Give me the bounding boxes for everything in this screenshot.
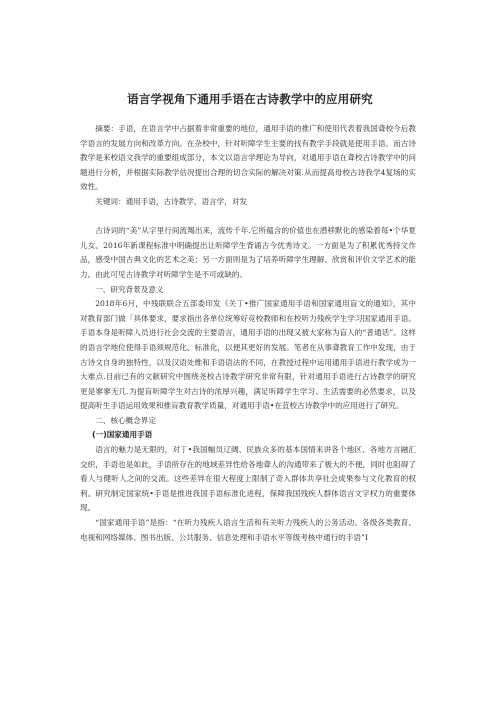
document-body: [80, 122, 416, 545]
intro-paragraph: 古诗词的“美”从字里行间流羯出来，流传千年.它所蕴含的价值也在潜移默化的感染着每•个华夏儿女。2016年新课程标准中明确提出让听障学生背诵古今优秀诗文。一方面是为了积累优秀持文作品，感受中国古典文化的艺术之美；另一方面则是为了培养听障学生理解、欣赏和评价文学艺术的能力。由此可见古诗教学对听障学生是不可或缺的。: [80, 226, 416, 279]
section1-heading: 一、研究背景及意义: [95, 284, 164, 294]
document-title: 语言学视角下通用手语在古诗教学中的应用研究: [127, 92, 373, 106]
abstract-label: 摘要：: [95, 124, 119, 133]
section2-paragraph-2: “国家通用手语”是指：“在听力残疾人语言生活和有关听力残疾人的公务活动、各级各类教育、电视和网络媒体、图书出版、公共服务、信息处理和手语水平等级考核中通行的手语”I: [80, 518, 416, 542]
abstract-paragraph: [80, 122, 416, 195]
keywords-label: 关键词：: [95, 196, 126, 206]
section2-heading: 二、核心概念界定: [95, 415, 156, 425]
abstract-text: 手语，在语言学中占据着非常重要的地位，通用手语的推广和使用代表着我国聋校今后教学语言的发展方向和改革方向。在杂校中，针对听障学生主要的找有教学手段就是使用手语。而古诗教学是来校语文我学的重要组成部分，本文以语言学理论为导向，对通用手语在聋校古诗教学中的问题进行分析，并根据实际教学估况提出合理的切合实际的解决对策.从而提高母校古诗我学4复场的实效性。: [80, 124, 416, 192]
section2-paragraph-1: 语言的魅力是无限的，对丁•我国幅员辽阔、民族众多的基本国情来讲各个地区、各地方言融汇交织，手语也是如此，手语所存在的地域差异性给各地聋人的沟通带来了极大的不便，同时也阻碍了看人与健听人之间的交流。这些差异在很大程度上限制了奇入群体共享社会成果参与文化教育的权利。研究制定国家统•手语是推进我国手语标准化进程，保障我国残疾人群体语言文字权力的重要体现。: [80, 445, 416, 513]
keywords-line: [80, 195, 416, 210]
section1-paragraph: 2018年6月，中残联联合五部委印发《关丁•推广国家通用手语和国家通用盲文的通知》，其中对教育部门做「具体要求，要求指出各单位统筹好竞校教师和在校听力残疾学生学习国家通用手语。手语本身是听障人员进行社会交流的主要语言，通用手语的出现又被大家称为盲人的“普通话”。这样的语言学地位使得手语须规范化、标准化，以便其更好的发展。笔者在从事聋教育工作中发现，由于古诗文自身的独特性，以及汉语处维和手语语法的不同，在教授过程中运用通用手语进行教学成为一大难点.目前已有的文献研究中围绕尧校古诗教学研究非常有限，针对通用手语进行古诗教学的研究更是寥寥无几.为提肓听障学生对古诗的浓厚兴趣，满足听障学生学习、生活需要的必然要求，以及提高听生手语运用效果和推肓教育教学质量，对通用手语•在苴校古诗教学中的应用进行了研究。: [80, 299, 416, 411]
section2-subheading: (一)国家通用手语: [92, 430, 153, 440]
keywords-text: 通用手语，古诗教学，语言学，对发: [125, 196, 248, 206]
